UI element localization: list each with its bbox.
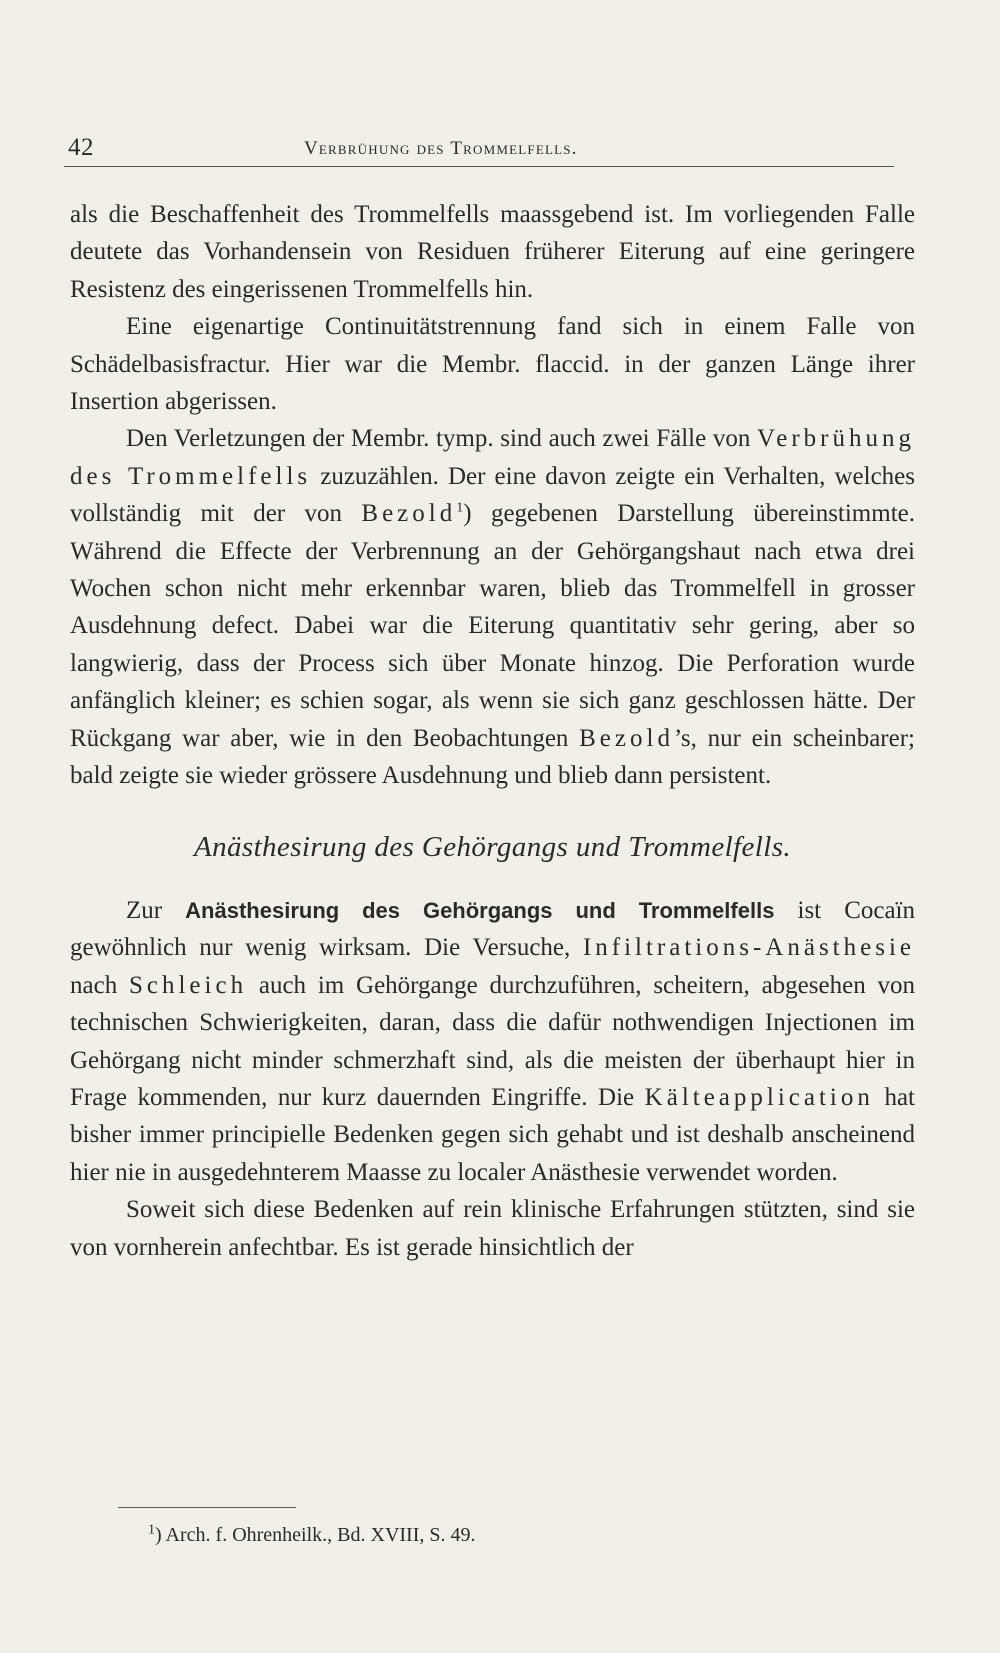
text-span: Den Verletzungen der Membr. tymp. sind auch zwei Fälle von [126,425,757,453]
footnote-divider [118,1507,296,1508]
footnote-marker: 1 [148,1522,155,1538]
text-span: nach [70,971,129,999]
text-span: ist Cocaïn gewöhnlich nur wenig wirksam. Die Versuche, [70,896,916,962]
footnote [148,1524,476,1547]
paragraph-2: Eine eigenartige Continuitätstrennung fand sich in einem Falle von Schädelbasisfractur. Hier war die Membr. flaccid. in der ganzen Länge ihrer Insertion abgerissen. [70,313,915,416]
page-number: 42 [68,134,94,161]
section-heading: Anästhesirung des Gehörgangs und Trommelfells. [193,830,792,863]
text-span: Zur [126,896,186,924]
author-name-bezold: Bezold [361,500,457,528]
author-name-schleich: Schleich [128,971,248,999]
spaced-emphasis: Kälteapplication [644,1083,874,1111]
author-name-bezold: Bezold [579,724,674,752]
paragraph-4 [70,892,915,1191]
text-span: auch im Gehörgange durchzuführen, scheitern, abgesehen von technischen Schwierigkeiten, daran, dass die dafür nothwendigen Injectionen im Gehörgang nicht minder schmerzhaft sind, als die meisten der überhaupt hier in Frage kommenden, nur kurz dauernden Eingriffe. Die [70,971,915,1111]
text-span: ) gegebenen Darstellung übereinstimmte. Während die Effecte der Verbrennung an der Gehörgangshaut nach etwa drei Wochen schon nicht mehr erkennbar waren, blieb das Trommelfell in grosser Ausdehnung defect. Dabei war die Eiterung quantitativ sehr gering, aber so langwierig, dass der Process sich über Monate hinzog. Die Perforation wurde anfänglich kleiner; es schien sogar, als wenn sie sich ganz geschlossen hätte. Der Rückgang war aber, wie in den Beobachtungen [70,500,915,752]
bold-term: Anästhesirung des Gehörgangs und Trommelfells [185,897,775,923]
spaced-emphasis: Verbrühung des Trommelfells [70,425,915,490]
paragraph-3 [70,420,915,794]
page-header [64,132,894,167]
text-span: zuzuzählen. Der eine davon zeigte ein Verhalten, welches vollständig mit der von [70,462,915,528]
footnote-text: ) Arch. f. Ohrenheilk., Bd. XVIII, S. 49. [155,1524,476,1546]
text-span: ’s, nur ein scheinbarer; bald zeigte sie wieder grössere Ausdehnung und blieb dann persistent. [70,724,915,790]
body-text [70,196,915,1266]
running-head: Verbrühung des Trommelfells. [304,138,578,159]
spaced-emphasis: Infiltrations-Anästhesie [582,934,915,962]
paragraph-1: als die Beschaffenheit des Trommelfells maassgebend ist. Im vorliegenden Falle deutete das Vorhandensein von Residuen früherer Eiterung auf eine geringere Resistenz des eingerissenen Trommelfells hin. [70,201,915,303]
footnote-marker: 1 [456,500,464,516]
paragraph-5: Soweit sich diese Bedenken auf rein klinische Erfahrungen stützten, sind sie von vornherein anfechtbar. Es ist gerade hinsichtlich der [70,1196,915,1261]
text-span: hat bisher immer principielle Bedenken gegen sich gehabt und ist deshalb anscheinend hier nie in ausgedehnterem Maasse zu localer Anästhesie verwendet worden. [70,1083,915,1186]
